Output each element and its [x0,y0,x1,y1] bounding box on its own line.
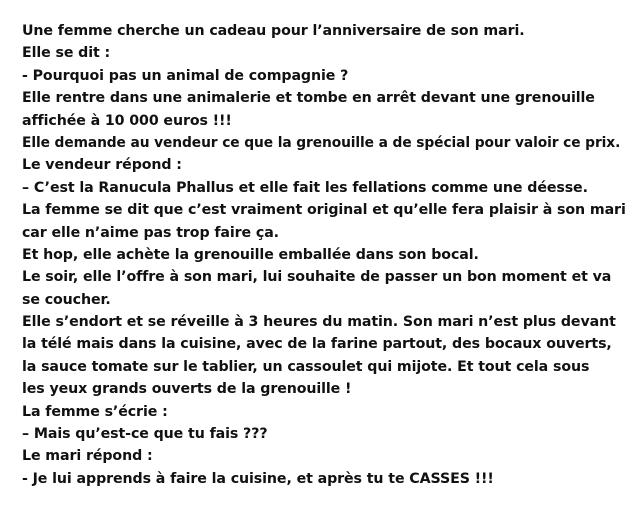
text-line: les yeux grands ouverts de la grenouille ! [22,381,352,398]
text-line: Et hop, elle achète la grenouille emballée dans son bocal. [22,246,479,263]
text-line: Le vendeur répond : [22,157,182,174]
text-line: affichée à 10 000 euros !!! [22,112,232,129]
text-line: Elle s’endort et se réveille à 3 heures du matin. Son mari n’est plus devant [22,314,616,331]
text-line: Le soir, elle l’offre à son mari, lui souhaite de passer un bon moment et va [22,269,612,286]
text-line: - Je lui apprends à faire la cuisine, et après tu te CASSES !!! [22,470,494,487]
text-line: Une femme cherche un cadeau pour l’anniversaire de son mari. [22,23,525,39]
text-line: - Pourquoi pas un animal de compagnie ? [22,67,349,84]
text-line: – Mais qu’est-ce que tu fais ??? [22,426,268,443]
text-line: Elle se dit : [22,45,111,62]
text-line: se coucher. [22,291,111,308]
joke-text [22,20,626,490]
text-line: Elle demande au vendeur ce que la grenouille a de spécial pour valoir ce prix. [22,134,621,151]
text-line: Elle rentre dans une animalerie et tombe en arrêt devant une grenouille [22,90,595,107]
text-line: Le mari répond : [22,448,153,465]
text-line: – C’est la Ranucula Phallus et elle fait les fellations comme une déesse. [22,179,588,196]
text-line: La femme s’écrie : [22,403,168,420]
text-line: la télé mais dans la cuisine, avec de la farine partout, des bocaux ouverts, [22,336,612,353]
text-line: la sauce tomate sur le tablier, un cassoulet qui mijote. Et tout cela sous [22,358,590,375]
text-line: La femme se dit que c’est vraiment original et qu’elle fera plaisir à son mari [22,202,626,219]
text-line: car elle n’aime pas trop faire ça. [22,224,279,241]
